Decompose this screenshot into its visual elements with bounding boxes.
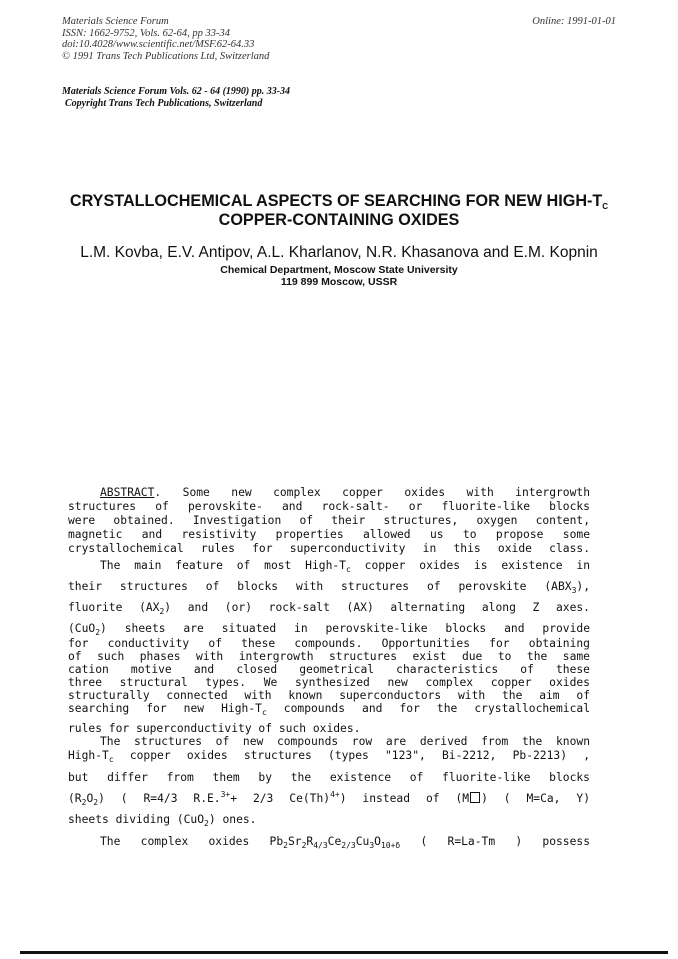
title-line-2: COPPER-CONTAINING OXIDES	[218, 211, 460, 229]
paper-title	[0, 192, 678, 230]
subscript: 4/3	[313, 841, 328, 850]
affiliation-department: Chemical Department, Moscow State University	[220, 264, 458, 276]
title-line-1	[0, 192, 678, 211]
body-text-run: compounds and for the crystallochemical	[266, 702, 590, 715]
subscript: 2	[93, 798, 99, 807]
body-text-run: ) instead of (M	[339, 792, 470, 805]
abstract-line: crystallochemical rules for superconductivity in this oxide class.	[68, 542, 590, 555]
abstract	[68, 486, 590, 556]
journal-reference	[62, 86, 290, 110]
body-text-run: ) ( R=4/3 R.E.	[98, 792, 221, 805]
body-line: three structural types. We synthesized new complex copper oxides	[68, 676, 590, 689]
body-text-run: O	[86, 792, 94, 805]
abstract-label: ABSTRACT	[100, 486, 155, 499]
subscript: 2	[301, 841, 307, 850]
body-text-run: ),	[576, 580, 590, 593]
body-line	[68, 702, 590, 715]
subscript: 2	[283, 841, 288, 850]
subscript: c	[261, 708, 267, 717]
superscript: 4+	[330, 790, 340, 799]
body-line	[100, 835, 590, 848]
page-bottom-rule	[20, 951, 668, 954]
body-text-run: fluorite (AX	[68, 601, 160, 614]
subscript: 2	[204, 819, 209, 828]
body-text-run: ) ones.	[208, 813, 257, 826]
body-text-run: O	[374, 835, 381, 848]
body-text-run: Cu	[355, 835, 370, 848]
body-text-run: (CuO	[68, 622, 96, 635]
body-line: rules for superconductivity of such oxides.	[68, 722, 361, 735]
author-list: L.M. Kovba, E.V. Antipov, A.L. Kharlanov, N.R. Khasanova and E.M. Kopnin	[80, 244, 598, 261]
abstract-line: magnetic and resistivity properties allowed us to propose some	[68, 528, 590, 541]
header-line-doi[interactable]: doi:10.4028/www.scientific.net/MSF.62-64.33	[62, 39, 255, 50]
body-line	[68, 622, 590, 635]
body-line: for conductivity of these compounds. Opportunities for obtaining	[68, 637, 590, 650]
journal-line-volume: Materials Science Forum Vols. 62 - 64 (1990) pp. 33-34	[62, 86, 291, 97]
subscript: 2	[95, 628, 101, 637]
body-text-run: their structures of blocks with structures of perovskite (ABX	[68, 580, 572, 593]
affiliation-address: 119 899 Moscow, USSR	[280, 276, 398, 288]
body-text-run: R	[306, 835, 314, 848]
subscript: 2	[159, 607, 165, 616]
subscript: 2/3	[341, 841, 356, 850]
body-text-run: (R	[68, 792, 82, 805]
affiliation	[0, 264, 678, 288]
abstract-line	[68, 486, 590, 500]
header-line-copyright: © 1991 Trans Tech Publications Ltd, Switzerland	[62, 50, 270, 62]
body-line	[68, 792, 590, 805]
header-line-journal: Materials Science Forum	[62, 16, 169, 27]
body-text-run: + 2/3 Ce(Th)	[230, 792, 331, 805]
body-text-run: Ce	[327, 835, 342, 848]
body-text-run: copper oxides is existence in	[350, 559, 590, 572]
body-text-run: High-T	[68, 749, 109, 762]
subscript: c	[108, 755, 114, 764]
subscript: c	[345, 565, 351, 574]
body-text-run: Sr	[287, 835, 302, 848]
journal-line-copyright: Copyright Trans Tech Publications, Switzerland	[65, 98, 263, 109]
body-line	[68, 580, 590, 593]
body-text-run: ) and (or) rock-salt (AX) alternating along Z axes.	[164, 601, 590, 614]
header-citation	[62, 16, 269, 62]
body-line: cation motive and closed geometrical characteristics of these	[68, 663, 590, 676]
body-text-run: searching for new High-T	[68, 702, 262, 715]
title-subscript: C	[602, 202, 609, 211]
body-line: The structures of new compounds row are derived from the known	[100, 735, 590, 748]
body-text-run: The main feature of most High-T	[100, 559, 346, 572]
subscript: 3	[369, 841, 375, 850]
body-line	[100, 559, 590, 572]
subscript: 3	[571, 586, 577, 595]
subscript: 2	[81, 798, 87, 807]
abstract-line: were obtained. Investigation of their structures, oxygen content,	[68, 514, 590, 527]
body-text-run: copper oxides structures (types "123", Bi-2212, Pb-2213) ,	[113, 749, 590, 762]
body-line: of such phases with intergrowth structures exist due to the same	[68, 650, 590, 663]
header-line-issn: ISSN: 1662-9752, Vols. 62-64, pp 33-34	[62, 27, 230, 39]
body-line: structurally connected with known superconductors with the aim of	[68, 689, 590, 702]
body-line	[68, 813, 590, 826]
body-text-run: sheets dividing (CuO	[68, 813, 205, 826]
superscript: 3+	[220, 790, 231, 799]
body-text-run: ) sheets are situated in perovskite-like blocks and provide	[100, 622, 590, 635]
abstract-line: structures of perovskite- and rock-salt- or fluorite-like blocks	[68, 500, 590, 513]
vacancy-square-icon	[470, 792, 480, 803]
body-line: but differ from them by the existence of fluorite-like blocks	[68, 771, 590, 784]
body-text-run: The complex oxides Pb	[100, 835, 284, 848]
subscript: 10+δ	[380, 841, 401, 850]
body-line	[68, 749, 590, 762]
header-online-date: Online: 1991-01-01	[532, 16, 616, 27]
title-text-1: CRYSTALLOCHEMICAL ASPECTS OF SEARCHING FOR NEW HIGH-T	[69, 192, 603, 210]
body-line	[68, 601, 590, 614]
body-text-run: ) ( M=Ca, Y)	[481, 792, 590, 805]
body-text-run: ( R=La-Tm ) possess	[400, 835, 591, 848]
abstract-text: . Some new complex copper oxides with intergrowth	[154, 486, 590, 499]
